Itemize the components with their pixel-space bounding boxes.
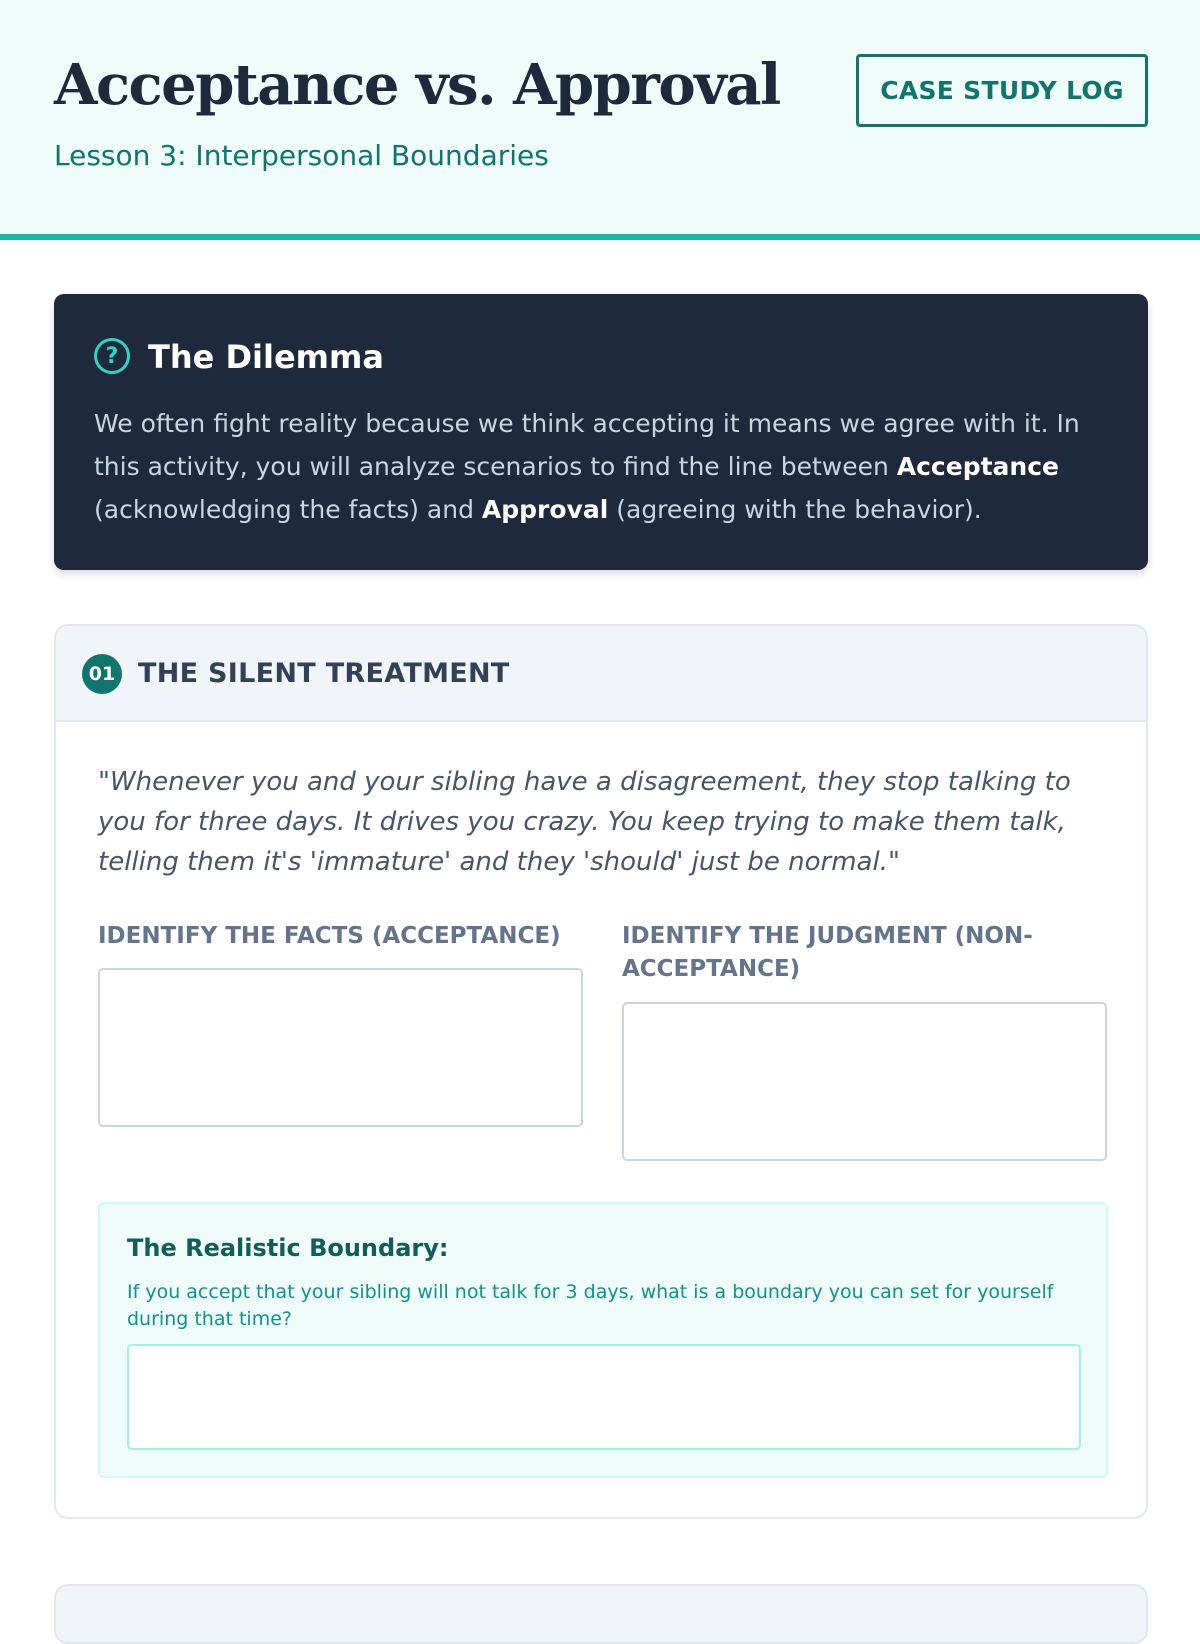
judgment-label: IDENTIFY THE JUDGMENT (NON-ACCEPTANCE) [622, 923, 1033, 982]
dilemma-panel [54, 294, 1148, 570]
dilemma-title: The Dilemma [148, 338, 384, 376]
scenario-header [56, 626, 1146, 722]
lesson-subtitle: Lesson 3: Interpersonal Boundaries [54, 139, 549, 172]
page-header [0, 0, 1200, 240]
boundary-title: The Realistic Boundary: [127, 1234, 449, 1262]
scenario-number-badge: 01 [82, 654, 122, 694]
term-approval: Approval [481, 495, 609, 524]
case-study-log-button[interactable]: CASE STUDY LOG [856, 54, 1148, 127]
scenario-quote: "Whenever you and your sibling have a disagreement, they stop talking to you for three days. It drives you crazy. You keep trying to make them talk, telling them it's 'immature' and they 'should' just be normal." [98, 767, 1071, 877]
dilemma-text-part2: (acknowledging the facts) and [94, 495, 482, 524]
judgment-input[interactable] [622, 1002, 1107, 1161]
dilemma-text-part1: We often fight reality because we think accepting it means we agree with it. In this activity, you will analyze scenarios to find the line between [94, 409, 1080, 481]
question-circle-icon: ? [94, 338, 130, 374]
dilemma-text-part3: (agreeing with the behavior). [608, 495, 982, 524]
boundary-input[interactable] [127, 1344, 1081, 1450]
dilemma-description [94, 402, 1094, 531]
boundary-prompt: If you accept that your sibling will not talk for 3 days, what is a boundary you can set for yourself during that time? [127, 1281, 1054, 1330]
scenario-title: THE SILENT TREATMENT [138, 658, 510, 689]
scenario-card [54, 624, 1148, 1519]
facts-input[interactable] [98, 968, 583, 1127]
facts-label: IDENTIFY THE FACTS (ACCEPTANCE) [98, 923, 561, 949]
page-title: Acceptance vs. Approval [54, 52, 780, 118]
next-scenario-card [54, 1584, 1148, 1644]
boundary-panel [98, 1202, 1108, 1478]
term-acceptance: Acceptance [896, 452, 1059, 481]
